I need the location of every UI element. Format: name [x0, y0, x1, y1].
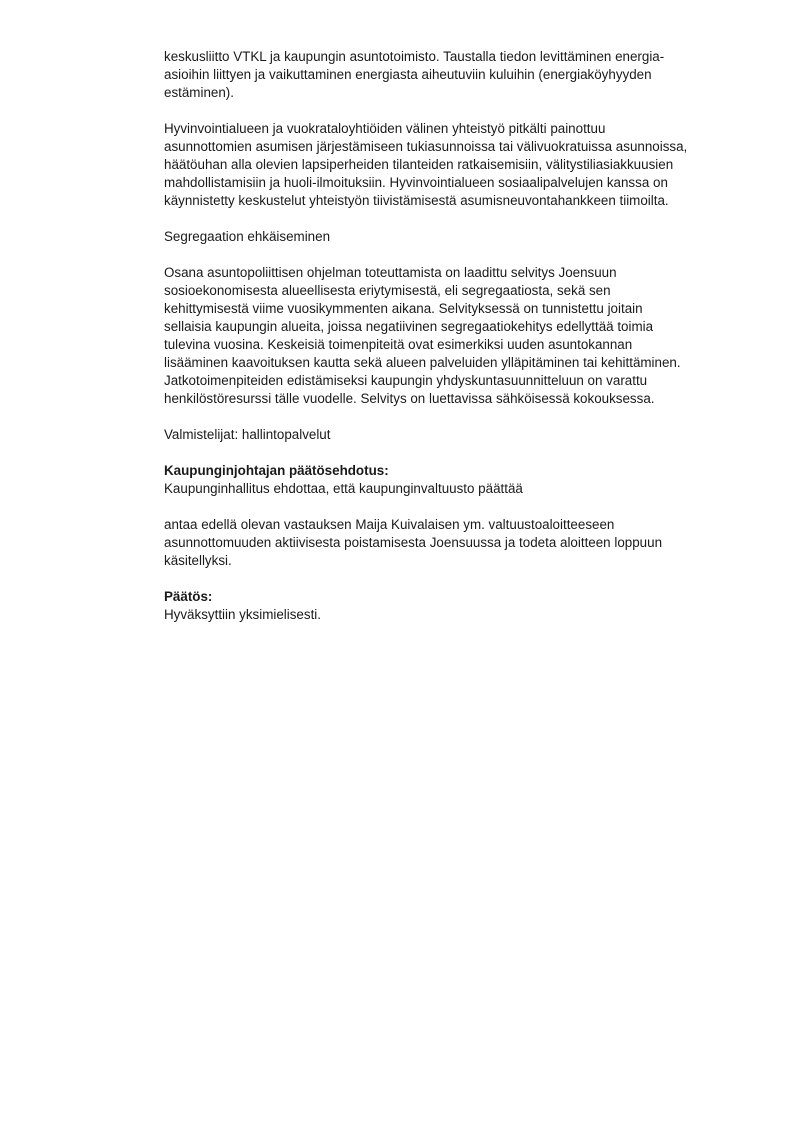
proposal-heading: Kaupunginjohtajan päätösehdotus: [164, 463, 389, 478]
text-line: sosioekonomisesta alueellisesta eriytymisestä, eli segregaatiosta, sekä sen [164, 283, 611, 298]
section-title-segregation [164, 228, 744, 246]
text-line: antaa edellä olevan vastauksen Maija Kuivalaisen ym. valtuustoaloitteeseen [164, 517, 615, 532]
text-line: Valmistelijat: hallintopalvelut [164, 427, 331, 442]
decision-block [164, 588, 744, 624]
paragraph-segregation-study [164, 264, 744, 408]
text-line: Osana asuntopoliittisen ohjelman toteuttamista on laadittu selvitys Joensuun [164, 265, 617, 280]
text-line: mahdollistamisiin ja huoli-ilmoituksiin. Hyvinvointialueen sosiaalipalvelujen kanssa on [164, 175, 668, 190]
decision-text: Hyväksyttiin yksimielisesti. [164, 607, 321, 622]
text-line: Jatkotoimenpiteiden edistämiseksi kaupungin yhdyskuntasuunnitteluun on varattu [164, 373, 648, 388]
text-line: asunnottomuuden aktiivisesta poistamisesta Joensuussa ja todeta aloitteen loppuun [164, 535, 663, 550]
paragraph-energy-info [164, 48, 744, 102]
proposal-intro: Kaupunginhallitus ehdottaa, että kaupunginvaltuusto päättää [164, 481, 523, 496]
text-line: henkilöstöresurssi tälle vuodelle. Selvitys on luettavissa sähköisessä kokouksessa. [164, 391, 655, 406]
proposal-intro-block [164, 462, 744, 498]
text-line: estäminen). [164, 85, 234, 100]
text-line: Hyvinvointialueen ja vuokrataloyhtiöiden välinen yhteistyö pitkälti painottuu [164, 121, 606, 136]
text-line: käsitellyksi. [164, 553, 232, 568]
text-line: asioihin liittyen ja vaikuttaminen energiasta aiheutuviin kuluihin (energiaköyhyyden [164, 67, 652, 82]
text-line: kehittymisestä viime vuosikymmenten aikana. Selvityksessä on tunnistettu joitain [164, 301, 643, 316]
text-line: Segregaation ehkäiseminen [164, 229, 331, 244]
paragraph-wellbeing-cooperation [164, 120, 744, 210]
decision-heading: Päätös: [164, 589, 213, 604]
text-line: keskusliitto VTKL ja kaupungin asuntotoimisto. Taustalla tiedon levittäminen energia- [164, 49, 665, 64]
text-line: tulevina vuosina. Keskeisiä toimenpiteitä ovat esimerkiksi uuden asuntokannan [164, 337, 633, 352]
document-body [164, 48, 744, 642]
proposal-body [164, 516, 744, 570]
text-line: asunnottomien asumisen järjestämiseen tukiasunnoissa tai välivuokratuissa asunnoissa, [164, 139, 688, 154]
text-line: lisääminen kaavoituksen kautta sekä alueen palveluiden ylläpitäminen tai kehittäminen. [164, 355, 681, 370]
preparers-line [164, 426, 744, 444]
text-line: sellaisia kaupungin alueita, joissa negatiivinen segregaatiokehitys edellyttää toimia [164, 319, 654, 334]
text-line: käynnistetty keskustelut yhteistyön tiivistämisestä asumisneuvontahankkeen tiimoilta. [164, 193, 669, 208]
text-line: häätöuhan alla olevien lapsiperheiden tilanteiden ratkaisemisiin, välitystiliasiakkuusien [164, 157, 674, 172]
